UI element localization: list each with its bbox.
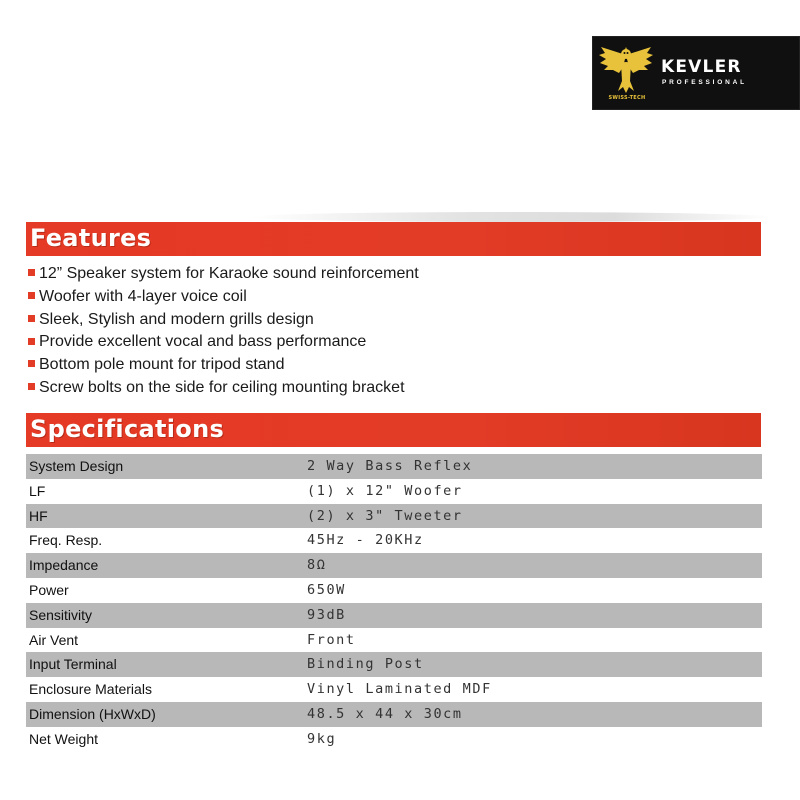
spec-row-system-design [26,454,762,479]
feature-item [28,354,419,377]
logo-subtitle: PROFESSIONAL [662,79,747,86]
spec-value: 8Ω [307,557,327,574]
feature-text: Screw bolts on the side for ceiling mounting bracket [39,378,405,396]
spec-value: 93dB [307,606,346,623]
decorative-swoosh [250,212,770,222]
spec-value: 45Hz - 20KHz [307,532,424,549]
feature-text: Sleek, Stylish and modern grills design [39,310,314,328]
feature-item [28,263,419,286]
features-title: Features [30,224,152,252]
spec-label: Impedance [29,557,99,574]
spec-row-air-vent [26,628,762,653]
features-list [28,263,419,400]
specifications-title: Specifications [30,415,225,443]
spec-value: Vinyl Laminated MDF [307,681,492,698]
spec-row-lf [26,479,762,504]
square-bullet-icon [28,269,35,276]
spec-row-enclosure-materials [26,677,762,702]
feature-text: 12” Speaker system for Karaoke sound reinforcement [39,265,419,282]
spec-row-power [26,578,762,603]
feature-item [28,286,419,309]
spec-value: 48.5 x 44 x 30cm [307,705,463,722]
spec-value: 650W [307,581,346,598]
feature-item [28,309,419,332]
spec-label: Enclosure Materials [29,681,152,698]
kevler-logo [592,36,800,110]
spec-row-dimension [26,702,762,727]
spec-label: Input Terminal [29,656,117,673]
spec-value: (2) x 3" Tweeter [307,507,463,524]
feature-text: Provide excellent vocal and bass performance [39,333,367,351]
square-bullet-icon [28,338,35,345]
spec-label: Sensitivity [29,606,93,623]
spec-label: Freq. Resp. [29,532,103,549]
specifications-table [26,454,762,752]
spec-value: Front [307,631,356,648]
spec-row-input-terminal [26,652,762,677]
spec-value: 2 Way Bass Reflex [307,458,473,474]
spec-value: (1) x 12" Woofer [307,482,463,499]
feature-item [28,331,419,354]
spec-row-net-weight [26,727,762,752]
spec-label: HF [29,507,48,524]
square-bullet-icon [28,315,35,322]
spec-label: Dimension (HxWxD) [29,705,156,722]
specifications-header-bar [26,413,761,447]
spec-label: LF [29,482,46,499]
spec-label: System Design [29,458,124,474]
spec-label: Power [29,581,69,598]
spec-value: 9kg [307,730,337,747]
logo-brand: KEVLER [661,57,742,77]
features-header-bar [26,222,761,256]
feature-item [28,377,419,400]
square-bullet-icon [28,383,35,390]
logo-seal-text: SWISS-TECH [608,95,646,101]
spec-label: Air Vent [29,631,79,648]
spec-row-freq-resp [26,528,762,553]
spec-row-sensitivity [26,603,762,628]
spec-row-hf [26,504,762,529]
spec-row-impedance [26,553,762,578]
spec-value: Binding Post [307,656,424,673]
square-bullet-icon [28,292,35,299]
spec-label: Net Weight [29,730,98,747]
feature-text: Woofer with 4-layer voice coil [39,287,247,305]
square-bullet-icon [28,360,35,367]
feature-text: Bottom pole mount for tripod stand [39,356,285,374]
